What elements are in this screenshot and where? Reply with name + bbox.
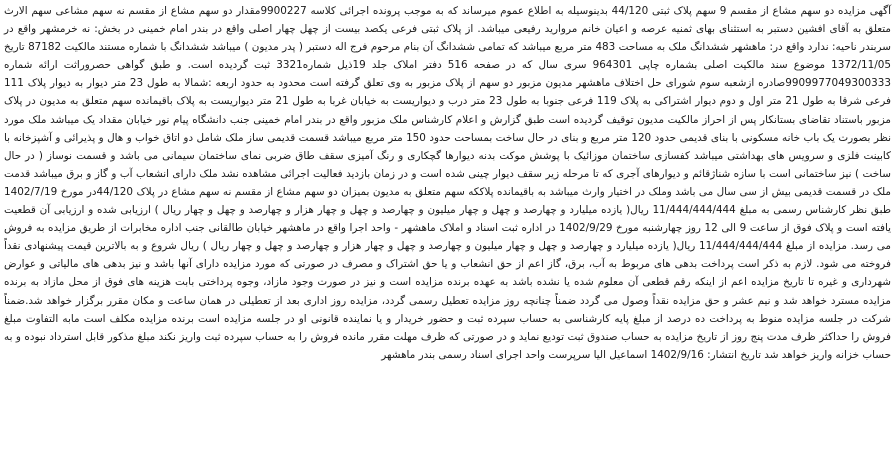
notice-body-text: آگهی مزایده دو سهم مشاع از مقسم 9 سهم پلاک ثبتی 44/120 بدینوسیله به اطلاع عموم میرساند که به موجب پرونده اجرائی کلاسه 9900227مقدار دو سهم مشاع از مقسم نه سهم مشاعی سهم الارث متعلق به آقای افشین دستبر به استثنای بهای ثمنیه عرصه و اعیان خانم مروارید رفیعی میباشد. از پلاک ثبتی فرعی یکصد بیست از چهل چهار اصلی واقع در بندر امام خمینی در بخش: نه خرمشهر واقع در سربندر ناحیه: ندارد واقع در: ماهشهر ششدانگ ملک به مساحت 483 متر مربع میباشد که تمامی ششدانگ آن بنام مرحوم فرج اله دستبر ( پدر مدیون ) میباشد ششدانگ با شماره مستند مالکیت 87182 تاریخ 1372/11/05 موضوع سند مالکیت اصلی بشماره چاپی 964301 سری سال که در صفحه 516 دفتر املاک جلد 19ذیل شماره3321 ثبت گردیده است. و طبق گواهی حصروراثت ارائه شماره 9909977049300333صادره ازشعبه سوم شورای حل اختلاف ماهشهر مدیون مزبور دو سهم از پلاک مزبور به وی تعلق گرفته است محدود به حدود اربعه :شمالا به طول 23 متر دیوار به دیوار پلاک 111 فرعی شرقا به طول 21 متر اول و دوم دیوار اشتراکی به پلاک 119 فرعی جنوبا به طول 23 متر درب و دیواریست به خیابان غربا به طول 21 متر دیواریست به پلاک باقیمانده سهم متعلق به مدیون در پلاک مزبور باستناد تقاضای بستانکار پس از احراز مالکیت مدیون توقیف گردیده است طبق گزارش و اعلام کارشناس ملک مزبور واقع در بندر امام خمینی جنب دانشگاه پیام نور خیابان مقداد یک میباشد ملک مورد نظر بصورت یک باب خانه مسکونی با بنای قدیمی حدود 120 متر مربع و بنای در حال ساخت بمساحت حدود 150 متر مربع میباشد قسمت قدیمی ساز ملک شامل دو اتاق خواب و هال و پذیرائی و آشپزخانه با کابینت فلزی و سرویس های بهداشتی میباشد کفسازی ساختمان موزائیک با پوشش موکت بدنه دیوارها گچکاری و رنگ آمیزی سقف طاق ضربی نمای ساختمان سیمانی می باشد و قسمت نوساز ( در حال ساخت ) نیز ساختمانی است با سازه شناژقائم و دیوارهای آجری که تا مرحله زیر سقف دیوار چینی شده است و در زمان بازدید فعالیت اجرائی مشاهده نشد ملک دارای انشعاب آب و گاز و برق میباشد قدمت ملک در قسمت قدیمی بیش از سی سال می باشد وملک در اختیار وارث میباشد به باقیمانده پلاککه سهم متعلق به مدیون بمیزان دو سهم مشاع از مقسم نه سهم مشاع در پلاک 44/120در مورخ 1402/7/19 طبق نظر کارشناس رسمی به مبلغ 11/444/444/444 ریال( یازده میلیارد و چهارصد و چهل و چهار میلیون و چهارصد و چهل و چهار هزار و چهارصد و چهل و چهار ریال ) ارزیابی شده و ارزیابی آن قطعیت یافته است و پلاک فوق از ساعت 9 الی 12 روز چهارشنبه مورخ 1402/9/29 در اداره ثبت اسناد و املاک ماهشهر - واحد اجرا واقع در ماهشهر خیابان طالقانی جنب اداره مخابرات از طریق مزایده به فروش می رسد. مزایده از مبلغ 11/444/444/444 ریال( یازده میلیارد و چهارصد و چهل و چهار میلیون و چهارصد و چهل و چهار هزار و چهارصد و چهل و چهار ریال ) ریال شروع و به بالاترین قیمت پیشنهادی نقداً فروخته می شود. لازم به ذکر است پرداخت بدهی های مربوط به آب، برق، گاز اعم از حق انشعاب و یا حق اشتراک و مصرف در صورتی که مورد مزایده دارای آنها باشد و نیز بدهی های مالیاتی و عوارض شهرداری و غیره تا تاریخ مزایده اعم از اینکه رقم قطعی آن معلوم شده یا نشده باشد به عهده برنده مزایده است و نیز در صورت وجود مازاد، وجوه پرداختی بابت هزینه های فوق از محل مازاد به برنده مزایده مسترد خواهد شد و نیم عشر و حق مزایده نقداً وصول می گردد ضمناً چنانچه روز مزایده تعطیل رسمی گردد، مزایده روز اداری بعد از تعطیلی در همان ساعت و مکان مقرر برگزار خواهد شد.ضمناً شرکت در جلسه مزایده منوط به پرداخت ده درصد از مبلغ پایه کارشناسی به حساب سپرده ثبت و حضور خریدار و یا نماینده قانونی او در جلسه مزایده است برنده مزایده مکلف است مابه التفاوت مبلغ فروش را حداکثر ظرف مدت پنج روز از تاریخ مزایده به حساب صندوق ثبت تودیع نماید و در صورتی که ظرف مهلت مقرر مانده فروش را به حساب سپرده ثبت واریز نکند مبلغ مذکور قابل استرداد نبوده و به حساب خزانه واریز خواهد شد تاریخ انتشار: 1402/9/16 اسماعیل الیا سرپرست واحد اجرای اسناد رسمی بندر ماهشهر [4, 5, 892, 361]
